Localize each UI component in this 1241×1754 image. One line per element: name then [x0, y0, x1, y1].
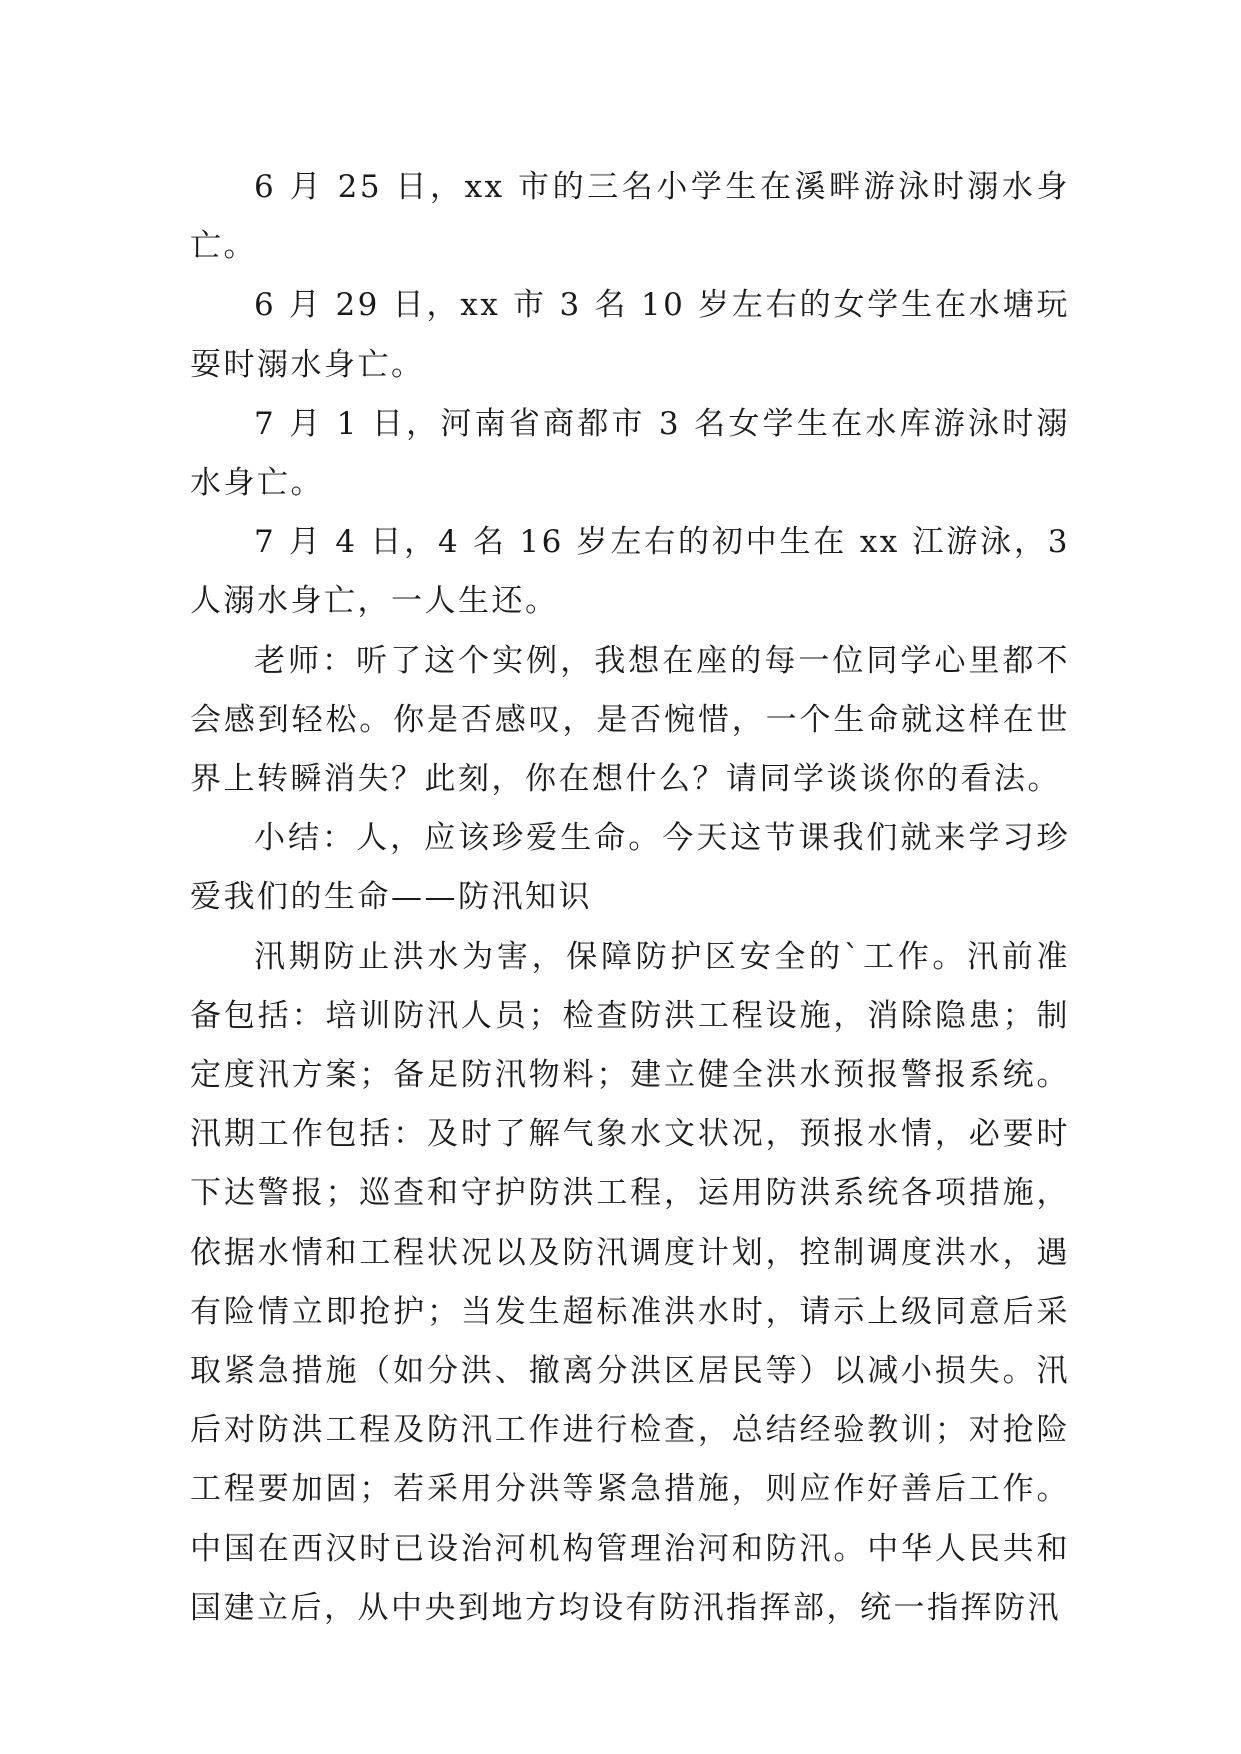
paragraph-flood-prevention: 汛期防止洪水为害，保障防护区安全的`工作。汛前准备包括：培训防汛人员；检查防洪工程设施，消除隐患；制定度汛方案；备足防汛物料；建立健全洪水预报警报系统。汛期工作包括：及时了解气象水文状况，预报水情，必要时下达警报；巡查和守护防洪工程，运用防洪系统各项措施，依据水情和工程状况以及防汛调度计划，控制调度洪水，遇有险情立即抢护；当发生超标准洪水时，请示上级同意后采取紧急措施（如分洪、撤离分洪区居民等）以减小损失。汛后对防洪工程及防汛工作进行检查，总结经验教训；对抢险工程要加固；若采用分洪等紧急措施，则应作好善后工作。中国在西汉时已设治河机构管理治河和防汛。中华人民共和国建立后，从中央到地方均设有防汛指挥部，统一指挥防汛 [190, 938, 1070, 1626]
paragraph-june-25: 6 月 25 日，xx 市的三名小学生在溪畔游泳时溺水身亡。 [190, 169, 1070, 265]
paragraph-july-4: 7 月 4 日，4 名 16 岁左右的初中生在 xx 江游泳，3 人溺水身亡，一人生还。 [190, 524, 1070, 620]
paragraph-summary: 小结：人，应该珍爱生命。今天这节课我们就来学习珍爱我们的生命——防汛知识 [190, 820, 1070, 916]
paragraph-june-29: 6 月 29 日，xx 市 3 名 10 岁左右的女学生在水塘玩耍时溺水身亡。 [190, 287, 1070, 383]
document-body [190, 158, 1070, 1638]
paragraph-teacher: 老师：听了这个实例，我想在座的每一位同学心里都不会感到轻松。你是否感叹，是否惋惜，一个生命就这样在世界上转瞬消失？此刻，你在想什么？请同学谈谈你的看法。 [190, 642, 1070, 798]
paragraph-july-1: 7 月 1 日，河南省商都市 3 名女学生在水库游泳时溺水身亡。 [190, 405, 1070, 502]
